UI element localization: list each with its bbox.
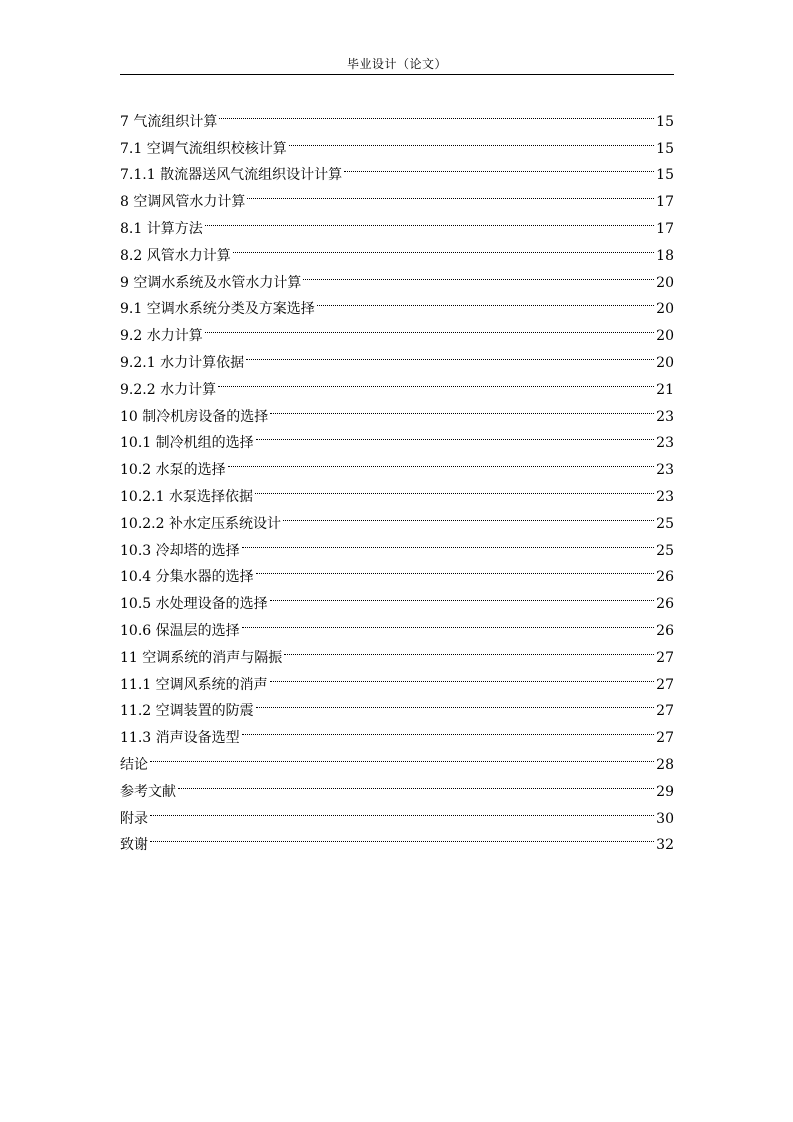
toc-dot-leader <box>344 153 654 180</box>
page-header: 毕业设计（论文） <box>346 57 447 71</box>
toc-entry-page: 17 <box>656 220 674 237</box>
toc-entry-page: 21 <box>656 381 674 398</box>
toc-dot-leader <box>205 313 654 340</box>
toc-dot-leader <box>150 796 654 823</box>
toc-dot-leader <box>284 635 654 662</box>
toc-entry-page: 15 <box>656 167 674 184</box>
toc-dot-leader <box>256 689 655 716</box>
toc-dot-leader <box>242 528 655 555</box>
toc-dot-leader <box>218 367 654 394</box>
toc-entry-title: 10 制冷机房设备的选择 <box>120 408 269 425</box>
toc-entry-page: 20 <box>656 274 674 291</box>
toc-dot-leader <box>219 99 654 126</box>
toc-entry[interactable] <box>120 769 674 800</box>
toc-entry-title: 8 空调风管水力计算 <box>120 194 246 211</box>
toc-entry-title: 9.2.2 水力计算 <box>120 381 217 398</box>
toc-entry-title: 11.2 空调装置的防震 <box>120 703 254 720</box>
toc-dot-leader <box>317 287 654 314</box>
toc-dot-leader <box>289 126 654 153</box>
toc-entry-title: 9 空调水系统及水管水力计算 <box>120 274 302 291</box>
toc-entry-page: 26 <box>656 622 674 639</box>
toc-entry-title: 9.1 空调水系统分类及方案选择 <box>120 301 315 318</box>
toc-entry-title: 9.2.1 水力计算依据 <box>120 354 245 371</box>
header-rule <box>120 74 674 75</box>
toc-dot-leader <box>242 608 655 635</box>
toc-dot-leader <box>256 421 655 448</box>
toc-entry-title: 10.6 保温层的选择 <box>120 622 240 639</box>
toc-dot-leader <box>242 715 655 742</box>
toc-entry-page: 23 <box>656 408 674 425</box>
toc-entry-page: 23 <box>656 462 674 479</box>
toc-dot-leader <box>270 394 654 421</box>
toc-entry-page: 23 <box>656 435 674 452</box>
toc-entry[interactable] <box>120 823 674 854</box>
toc-entry-page: 18 <box>656 247 674 264</box>
toc-entry-page: 28 <box>656 756 674 773</box>
toc-dot-leader <box>256 555 655 582</box>
toc-entry-page: 20 <box>656 328 674 345</box>
toc-entry[interactable] <box>120 796 674 827</box>
toc-entry-page: 27 <box>656 649 674 666</box>
toc-entry-title: 致谢 <box>120 837 148 854</box>
toc-dot-leader <box>255 474 654 501</box>
toc-entry-title: 结论 <box>120 756 148 773</box>
toc-dot-leader <box>270 662 655 689</box>
toc-entry-title: 9.2 水力计算 <box>120 328 203 345</box>
toc-entry-page: 29 <box>656 783 674 800</box>
toc-entry-page: 27 <box>656 676 674 693</box>
toc-entry-page: 27 <box>656 730 674 747</box>
toc-entry-page: 15 <box>656 140 674 157</box>
toc-entry-page: 32 <box>656 837 674 854</box>
toc-entry-title: 11 空调系统的消声与隔振 <box>120 649 283 666</box>
toc-entry-page: 30 <box>656 810 674 827</box>
toc-entry-title: 8.1 计算方法 <box>120 220 203 237</box>
toc-dot-leader <box>247 179 654 206</box>
toc-entry-title: 10.4 分集水器的选择 <box>120 569 254 586</box>
toc-entry-page: 23 <box>656 488 674 505</box>
toc-dot-leader <box>150 823 654 850</box>
toc-dot-leader <box>303 260 654 287</box>
toc-dot-leader <box>150 742 654 769</box>
toc-dot-leader <box>228 447 655 474</box>
toc-entry-title: 参考文献 <box>120 783 176 800</box>
toc-entry-page: 25 <box>656 515 674 532</box>
toc-entry-title: 10.1 制冷机组的选择 <box>120 435 254 452</box>
toc-entry-title: 10.2 水泵的选择 <box>120 462 226 479</box>
toc-dot-leader <box>233 233 654 260</box>
toc-dot-leader <box>246 340 654 367</box>
toc-entry-page: 26 <box>656 596 674 613</box>
toc-entry-title: 10.5 水处理设备的选择 <box>120 596 268 613</box>
toc-entry[interactable] <box>120 99 674 130</box>
toc-entry[interactable] <box>120 742 674 773</box>
toc-entry-title: 10.2.2 补水定压系统设计 <box>120 515 281 532</box>
toc-entry-title: 附录 <box>120 810 148 827</box>
toc-entry-page: 20 <box>656 354 674 371</box>
toc-entry-page: 17 <box>656 194 674 211</box>
toc-dot-leader <box>283 501 654 528</box>
toc-dot-leader <box>178 769 654 796</box>
toc-entry-page: 27 <box>656 703 674 720</box>
toc-entry-page: 20 <box>656 301 674 318</box>
toc-dot-leader <box>205 206 654 233</box>
toc-entry-title: 10.3 冷却塔的选择 <box>120 542 240 559</box>
toc-entry-title: 8.2 风管水力计算 <box>120 247 231 264</box>
toc-entry-title: 7.1.1 散流器送风气流组织设计计算 <box>120 167 343 184</box>
toc-entry-title: 10.2.1 水泵选择依据 <box>120 488 253 505</box>
toc-entry-page: 26 <box>656 569 674 586</box>
toc-entry-title: 7.1 空调气流组织校核计算 <box>120 140 287 157</box>
table-of-contents <box>120 99 674 854</box>
toc-entry-page: 15 <box>656 113 674 130</box>
toc-entry-title: 11.3 消声设备选型 <box>120 730 240 747</box>
toc-dot-leader <box>270 581 655 608</box>
toc-entry-title: 7 气流组织计算 <box>120 113 218 130</box>
toc-entry-page: 25 <box>656 542 674 559</box>
toc-entry-title: 11.1 空调风系统的消声 <box>120 676 268 693</box>
